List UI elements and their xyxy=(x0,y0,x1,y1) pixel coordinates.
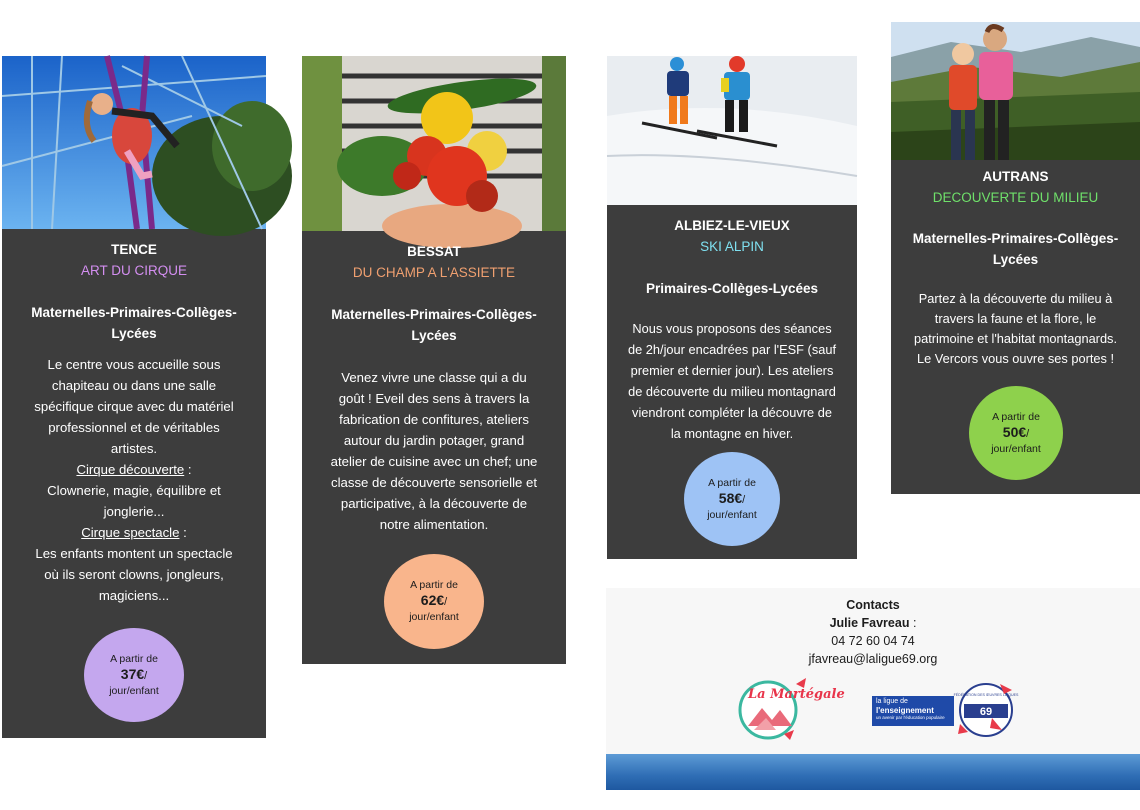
card-tence xyxy=(2,56,266,738)
card-levels: Maternelles-Primaires-Collèges- xyxy=(912,231,1119,246)
contact-name: Julie Favreau : xyxy=(829,616,917,630)
contact-phone[interactable]: 04 72 60 04 74 xyxy=(831,634,915,648)
card-albiez xyxy=(607,56,857,559)
subsection-title: Cirque spectacle xyxy=(81,525,180,540)
blue-banner xyxy=(606,754,1140,790)
card-city: BESSAT xyxy=(407,244,461,259)
card-description: Nous vous proposons des séances de 2h/jour encadrées par l'ESF (sauf premier et dernier jour). Les ateliers de découverte du milieu montagnard viendront compléter la découvre de la montagne en hiver. xyxy=(627,321,837,441)
card-levels: Lycées xyxy=(411,328,457,343)
card-levels: Maternelles-Primaires-Collèges- xyxy=(331,307,537,322)
card-city: ALBIEZ-LE-VIEUX xyxy=(674,218,790,233)
price-badge: A partir de 37€/ jour/enfant xyxy=(84,628,184,722)
mountain-photo xyxy=(891,22,1140,160)
card-levels: Maternelles-Primaires-Collèges- xyxy=(31,305,237,320)
card-city: TENCE xyxy=(111,242,157,257)
card-levels: Lycées xyxy=(992,252,1039,267)
card-levels: Primaires-Collèges-Lycées xyxy=(645,281,819,296)
card-theme: SKI ALPIN xyxy=(700,239,764,254)
svg-text:La Martégale: La Martégale xyxy=(748,687,845,702)
contacts-panel xyxy=(606,588,1140,790)
contact-email[interactable]: jfavreau@laligue69.org xyxy=(808,652,938,666)
svg-text:69: 69 xyxy=(979,706,993,718)
card-description: Venez vivre une classe qui a du goût ! Eveil des sens à travers la fabrication de confitures, ateliers autour du jardin potager, grand atelier de cuisine avec un chef; une classe de découverte sensorielle et participative, à la découverte de notre alimentation. xyxy=(330,370,538,532)
ski-photo xyxy=(607,56,857,205)
price-badge: A partir de 58€/ jour/enfant xyxy=(684,452,780,546)
card-theme: DU CHAMP A L'ASSIETTE xyxy=(352,265,516,280)
svg-text:FÉDÉRATION DES ŒUVRES LAÏQUES: FÉDÉRATION DES ŒUVRES LAÏQUES xyxy=(953,693,1019,697)
martegale-logo xyxy=(736,674,845,744)
price-badge: A partir de 62€/ jour/enfant xyxy=(384,554,484,649)
contacts-title: Contacts xyxy=(846,598,900,612)
federation-69-logo xyxy=(953,680,1019,740)
price-badge: A partir de 50€/ jour/enfant xyxy=(969,386,1063,480)
card-autrans xyxy=(891,22,1140,494)
card-bessat xyxy=(302,56,566,664)
subsection-title: Cirque découverte xyxy=(76,462,185,477)
vegetables-photo xyxy=(302,56,566,231)
ligue-enseignement-logo: la ligue de l'enseignement un avenir par l'éducation populaire xyxy=(872,696,954,726)
card-theme: DECOUVERTE DU MILIEU xyxy=(932,190,1099,205)
card-description: Le centre vous accueille sous chapiteau ou dans une salle spécifique cirque avec du matériel professionnel et de véritables artistes. Cirque découverte : Clownerie, magie, équilibre et jonglerie... Cirque spectacle : Les enfants montent un spectacle où ils seront clowns, jongleurs, magiciens... xyxy=(34,357,234,603)
circus-photo xyxy=(2,56,266,229)
card-levels: Lycées xyxy=(111,326,157,341)
card-theme: ART DU CIRQUE xyxy=(80,263,188,278)
card-description: Partez à la découverte du milieu à travers la faune et la flore, le patrimoine et l'habitat montagnards. Le Vercors vous ouvre ses portes ! xyxy=(913,291,1118,366)
card-city: AUTRANS xyxy=(982,169,1049,184)
